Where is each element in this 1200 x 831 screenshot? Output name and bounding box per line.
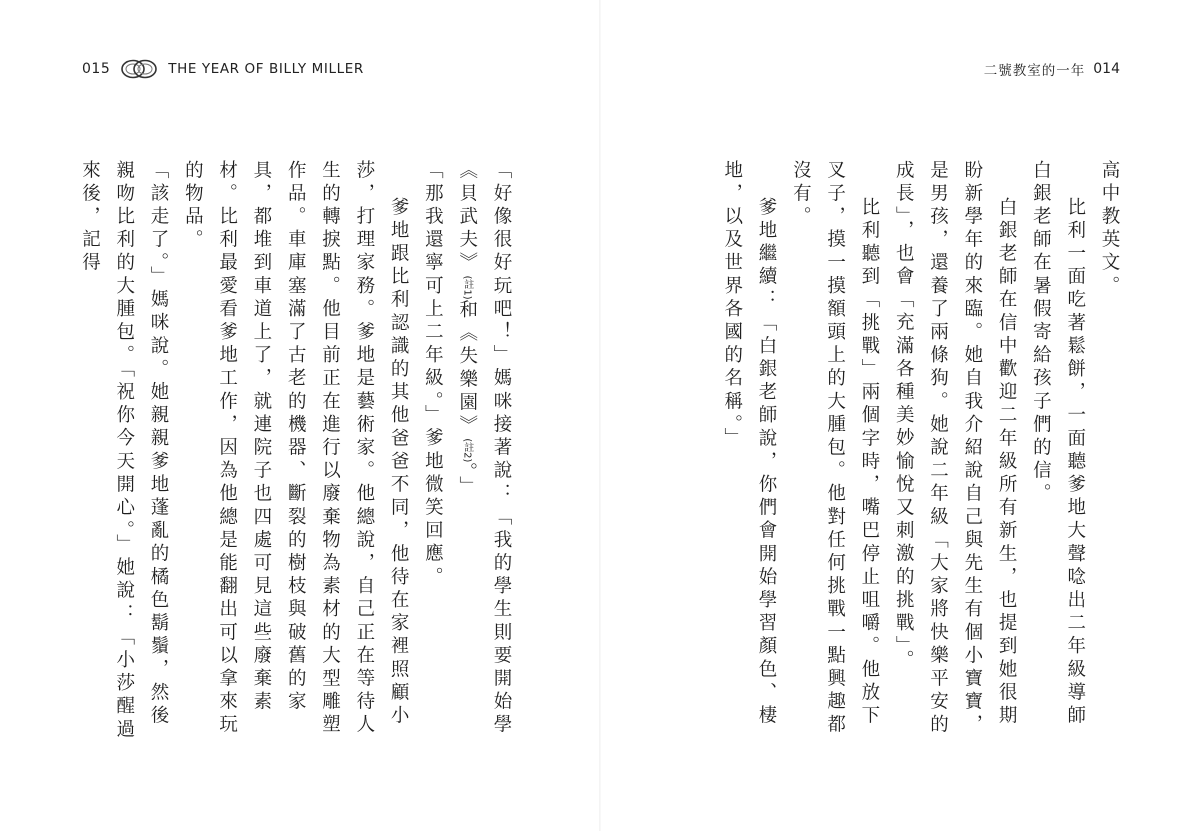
paragraph: 「該走了。」媽咪說。她親親爹地蓬亂的橘色鬍鬚，然後親吻比利的大腫包。「祝你今天開心。」她說：「小莎醒過來後，記得 [79,160,170,743]
paragraph: 「那我還寧可上二年級。」爹地微笑回應。 [422,160,444,590]
paragraph-segment: 「好像很好玩吧！」媽咪接著說：「我的學生則要開始學《貝武夫》 [456,160,512,738]
paragraph: 爹地繼續：「白銀老師說，你們會開始學習顏色、棲地，以及世界各國的名稱。」 [721,160,778,729]
eyeglasses-logo-icon [120,56,158,82]
right-page-text [676,160,1126,750]
footnote-marker: (註1) [461,275,473,300]
right-page-number: 014 [1093,61,1120,77]
chapter-title: 二號教室的一年 [983,63,1086,79]
page-gutter [599,0,601,831]
paragraph: 比利聽到「挑戰」兩個字時，嘴巴停止咀嚼。他放下叉子，摸一摸額頭上的大腫包。他對任何挑戰一點興趣都沒有。 [790,160,880,738]
footnote-marker: (註2) [461,438,473,463]
paragraph: 白銀老師在信中歡迎二年級所有新生，也提到她很期盼新學年的來臨。她自我介紹說自己與先生有個小寶寶，是男孩，還養了兩條狗。她說二年級「大家將快樂平安的成長」，也會「充滿各種美妙愉悅又刺激的挑戰」。 [893,160,1018,738]
paragraph: 爹地跟比利認識的其他爸爸不同，他待在家裡照顧小莎，打理家務。爹地是藝術家。他總說，自己正在等待人生的轉捩點。他目前正在進行以廢棄物為素材的大型雕塑作品。車庫塞滿了古老的機器、斷裂的樹枝與破舊的家具，都堆到車道上了，就連院子也四處可見這些廢棄素材。比利最愛看爹地工作，因為他總是能翻出可以拿來玩的物品。 [182,160,410,738]
paragraph: 比利一面吃著鬆餅，一面聽爹地大聲唸出二年級導師白銀老師在暑假寄給孩子們的信。 [1030,160,1086,729]
paragraph-with-notes [449,160,518,750]
left-running-header [82,56,364,82]
paragraph: 高中教英文。 [1099,160,1120,299]
paragraph-segment: 。」 [456,462,478,500]
book-title: THE YEAR OF BILLY MILLER [168,61,364,77]
left-page-number: 015 [82,61,111,77]
right-running-header [984,56,1120,82]
paragraph-segment: 和《失樂園》 [456,299,478,439]
left-page-text [78,160,518,750]
